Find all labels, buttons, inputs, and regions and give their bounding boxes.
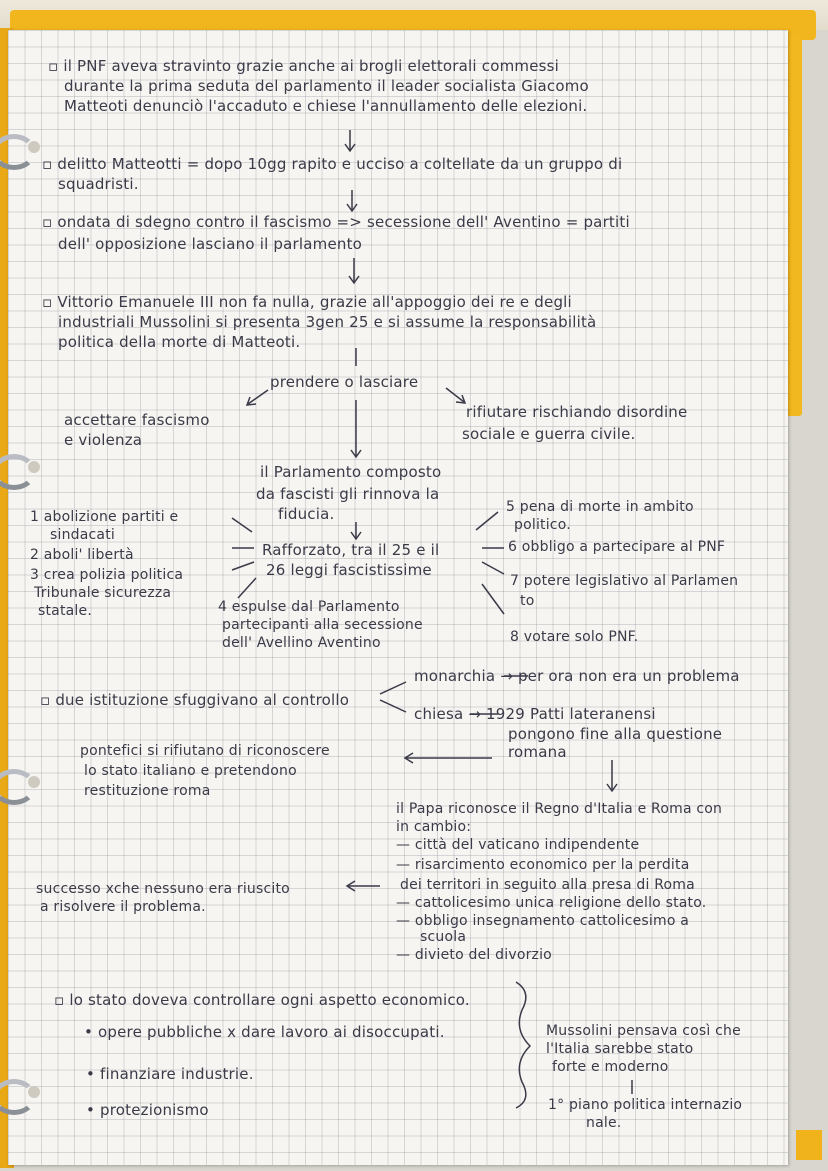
note-line: to <box>520 593 535 609</box>
note-line: • finanziare industrie. <box>86 1065 254 1083</box>
note-line: — risarcimento economico per la perdita <box>396 857 690 873</box>
note-line: ▫ lo stato doveva controllare ogni aspetto economico. <box>54 991 470 1009</box>
note-line: fiducia. <box>278 505 335 523</box>
note-line: sindacati <box>50 527 115 543</box>
note-line: rifiutare rischiando disordine <box>466 403 688 421</box>
arrow-down-left-icon <box>238 578 256 598</box>
note-line: in cambio: <box>396 819 472 835</box>
note-line: Mussolini pensava così che <box>546 1023 741 1039</box>
note-line: squadristi. <box>58 175 139 193</box>
note-line: ▫ ondata di sdegno contro il fascismo => secessione dell' Aventino = partiti <box>42 213 630 231</box>
note-line: durante la prima seduta del parlamento il leader socialista Giacomo <box>64 77 589 95</box>
note-line: Matteoti denunciò l'accaduto e chiese l'annullamento delle elezioni. <box>64 97 588 115</box>
note-line: scuola <box>420 929 467 945</box>
note-line: — obbligo insegnamento cattolicesimo a <box>396 913 690 929</box>
note-line: — città del vaticano indipendente <box>396 837 640 853</box>
note-line: ▫ due istituzione sfuggivano al controllo <box>40 691 350 709</box>
note-line: pongono fine alla questione <box>508 725 723 743</box>
note-line: • opere pubbliche x dare lavoro ai disoccupati. <box>84 1023 445 1041</box>
note-line: 2 aboli' libertà <box>30 547 134 563</box>
arrow-up-left-icon <box>232 518 252 532</box>
note-line: Rafforzato, tra il 25 e il <box>262 541 440 559</box>
note-line: ▫ delitto Matteotti = dopo 10gg rapito e ucciso a coltellate da un gruppo di <box>42 155 623 173</box>
note-line: da fascisti gli rinnova la <box>256 485 440 503</box>
note-line: il Parlamento composto <box>260 463 442 481</box>
note-line: monarchia → per ora non era un problema <box>414 667 740 685</box>
note-line: sociale e guerra civile. <box>462 425 636 443</box>
note-line: — cattolicesimo unica religione dello stato. <box>396 895 707 911</box>
note-line: Tribunale sicurezza <box>34 585 172 601</box>
note-line: 26 leggi fascistissime <box>266 561 432 579</box>
note-line: chiesa → 1929 Patti lateranensi <box>414 705 656 723</box>
arrow-down-right-icon <box>482 584 504 614</box>
note-line: dell' opposizione lasciano il parlamento <box>58 235 363 253</box>
note-line: partecipanti alla secessione <box>222 617 423 633</box>
note-line: 7 potere legislativo al Parlamen <box>510 573 739 589</box>
note-line: industriali Mussolini si presenta 3gen 25 e si assume la responsabilità <box>58 313 597 331</box>
note-line: ▫ il PNF aveva stravinto grazie anche ai brogli elettorali commessi <box>48 57 560 75</box>
note-line: pontefici si rifiutano di riconoscere <box>80 743 330 759</box>
note-line: 3 crea polizia politica <box>30 567 184 583</box>
note-line: • protezionismo <box>86 1101 209 1119</box>
arrow-down-right-icon <box>380 700 406 712</box>
note-line: il Papa riconosce il Regno d'Italia e Roma con <box>396 801 723 817</box>
note-line: lo stato italiano e pretendono <box>84 763 297 779</box>
note-line: ▫ Vittorio Emanuele III non fa nulla, grazie all'appoggio dei re e degli <box>42 293 572 311</box>
note-line: statale. <box>38 603 92 619</box>
note-line: l'Italia sarebbe stato <box>546 1041 694 1057</box>
note-line: 4 espulse dal Parlamento <box>218 599 400 615</box>
note-line: 5 pena di morte in ambito <box>506 499 694 515</box>
note-line: successo xche nessuno era riuscito <box>36 881 290 897</box>
note-line: politica della morte di Matteoti. <box>58 333 301 351</box>
note-line: a risolvere il problema. <box>40 899 206 915</box>
note-line: politico. <box>514 517 571 533</box>
curly-brace <box>516 982 530 1108</box>
arrow-up-right-icon <box>380 682 406 694</box>
note-line: — divieto del divorzio <box>396 947 552 963</box>
note-line: accettare fascismo <box>64 411 210 429</box>
arrow-up-right-icon <box>476 512 498 530</box>
note-line: 1 abolizione partiti e <box>30 509 179 525</box>
note-line: 6 obbligo a partecipare al PNF <box>508 539 726 555</box>
note-line: forte e moderno <box>552 1059 669 1075</box>
arrow-right-icon <box>446 388 464 402</box>
arrow-left-icon <box>232 562 254 570</box>
note-line: 8 votare solo PNF. <box>510 629 639 645</box>
arrow-left-icon <box>248 390 268 404</box>
note-line: nale. <box>586 1115 622 1131</box>
note-line: dell' Avellino Aventino <box>222 635 381 651</box>
note-line: e violenza <box>64 431 143 449</box>
note-line: dei territori in seguito alla presa di Roma <box>400 877 695 893</box>
note-line: 1° piano politica internazio <box>548 1097 743 1113</box>
note-line: restituzione roma <box>84 783 211 799</box>
note-line: romana <box>508 743 567 761</box>
note-line: prendere o lasciare <box>270 373 419 391</box>
arrow-right-icon <box>482 562 504 574</box>
